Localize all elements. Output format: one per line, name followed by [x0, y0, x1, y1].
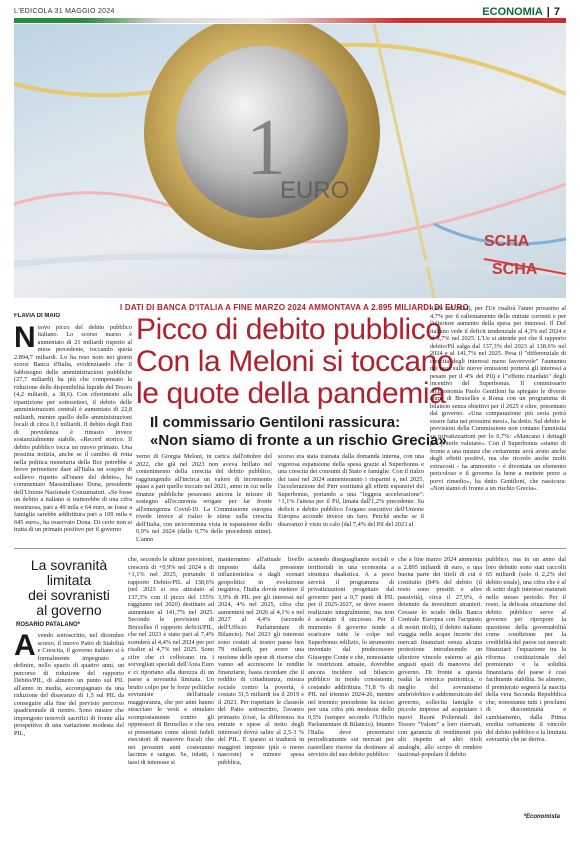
page-number-sep: |: [546, 6, 550, 18]
map-road-3: [374, 24, 434, 298]
sidebar-title-line-2: limitata: [46, 572, 92, 588]
subhead-line-1: Il commissario Gentiloni rassicura:: [150, 414, 401, 431]
section-name: ECONOMIA: [482, 6, 543, 18]
sidebar-column-4: [308, 556, 394, 824]
sidebar-column-5: [398, 556, 482, 824]
headline-line-3: le quote della pandemia: [136, 377, 446, 410]
masthead-date: L'EDICOLA 31 MAGGIO 2024: [14, 8, 115, 15]
article-col2-text: verno di Giorgia Meloni, in carica dall'ottobre del 2022, che già nel 2023 non aveva brillato nel contenimento della crescita del debito pubblico, raggiungendo all'incirca un valore di incremento quasi a pari quello toccato nel 2021, anno in cui nelle finanze pubbliche pesavano ancora le misure di sostegno all'economia erogate per far fronte all'emergenza Covid-19. La Commissione europea rivede invece al rialzo le stime sulla crescita dell'Italia, con un'economia vista in espansione dello 0,9% nel 2024 (dallo 0,7% delle precedenti stime). L'anno: [136, 453, 272, 543]
coin-euro-text: EURO: [280, 177, 350, 204]
flag-gradient-strip: [84, 18, 404, 23]
sidebar-column-6: [486, 556, 566, 812]
page-number: 7: [553, 6, 560, 18]
article-col4-text: 4,4% nel 2024), per l'Ue risalirà l'anno prossimo al 4,7% per il rallentamento delle entrate correnti e per l'ulteriore aumento della spesa per interessi. Il Def italiano vede il deficit tendenziale al 4,3% nel 2024 e al 3,7% nel 2025. L'Ue si attende poi che il rapporto debito/Pil salga dal 137,3% del 2023 al 138,6% nel 2024 e al 141,7% nel 2025. Pesa il "differenziale di crescita degli interessi meno favorevole" l'aumento dei tassi sulle nuove emissioni portersi gli interessi a pesare per il 4% del Pil) e l'"effetto ritardato" degli incentivi del Superbonus. Il commissario all'Economia Paolo Gentiloni ha spiegato le diverse stime di Bruxelles e Roma con un programma di bilancio senza obiettivi per il 2025 e oltre, presentato dal governo. «Una comparazione più seria potrà essere fatta nei prossimi mesi», ha detto. Sul debito le previsioni della Commissione non contano l'amnistia su privatizzazioni per lo 0,7%: «Mancano i dettagli per poterle valutare». Con il Superbonus «siamo di fronte a una misura che certamente avrà avuto anche degli effetti positivi, ma che ricordo anche molti extracosti - ha ammonito - è diventata un elemento pericoloso e il governo fa bene a mettere porre a porvi rimedio», ha detto Gentiloni, che rassicura: «Non siamo di fronte a un rischio Grecia».: [430, 305, 566, 492]
sidebar-dropcap: A: [14, 632, 36, 662]
article-column-3: [278, 453, 424, 545]
map-river: [14, 256, 566, 274]
sidebar-title-line-3: dei sovranisti: [28, 587, 110, 603]
sidebar-col4-text: acuendo diseguaglianze sociali e territoriali in una economia a struttura dualistica. A a poco servirà il programma di privatizzazioni progettato dal governo pari a 0,7 punti di PIL per il 2025-2027, se dove essere realizzato integralmente, ma non è scontato il successo. Per il momento il governo tende a scaricare tutte le colpe sul Superbonus edilizio, lo strumento inventato dal predecessore Giuseppe Conte e che, nonostante le restrizioni attuate, dovrebbe ancora incidere sul bilancio pubblico in modo consistente, costando addirittura 71,8 % di PIL nel triennio 2024-26, mentre nel triennio precedente ha inciso per una cifra più modesta dello 0,5% (sempre secondo l'Ufficio Parlamentare di Bilancio). Intanto l'Italia deve presentarsi periodicamente sui mercati per rastrellare risorse da destinare al servizio del suo debito pubblico: [308, 556, 394, 758]
coin-numeral: 1: [246, 104, 286, 192]
sidebar-signature: *Economista: [523, 814, 560, 820]
map-label-1: SCHA: [484, 233, 530, 250]
sidebar-col3-text: manterranno all'attuale livello imposto dalla pressione inflazionistica e dagli scenari geopolitici in evoluzione negativa, l'Italia dovrà mettere il 3,9% di PIL per gli interessi nel 2024, 4% nel 2025, cifra che aumenterà nel 2026 al 4,1% e nel 2027 al 4,4% (secondo dell'Ufficio Parlamentare di Bilancio). Nel 2023 gli interessi sono costati al nostro paese ben 79 miliardi, per avere una nozione delle spese di risorse che vanno ad accrescere le rendite finanziarie, basta ricordare che il reddito di cittadinanza, misura sociale contro la povertà, è costato 31,5 miliardi tra il 2019 e il 2023. Per rispettare le clausole del Patto sottoscritto, l'avanzo primario (cioè, la differenza tra entrate e spese al netto degli interessi) dovrà salire al 2,5-3 % del PIL. E questo si tradurrà in maggiori imposte (più o meno nascoste) e minore spesa pubblica,: [218, 556, 304, 766]
article-column-4: [430, 305, 566, 545]
sidebar-column-3: [218, 556, 304, 824]
article-byline: FLAVIA DI MAIO: [14, 313, 60, 319]
article-column-1: [14, 313, 132, 545]
sidebar-col2-text: che, secondo le ultime previsioni, crescerà di +0,9% nel 2024 e di +1,1% nel 2025, portando il rapporto Debito/PIL al 138,6% (nel 2023 si era attestato al 137,3% con il picco del 155% raggiunto nel 2020) destinato ad aumentare al 141,7% nel 2025. Secondo le previsioni di Bruxelles il rapporto deficit/PIL, che nel 2023 è stato pari al 7,4% scenderà al 4,4% nel 2024 per poi risalire al 4,7% nel 2025. Sono cifre che ci collocano tra i sorvegliati speciali dell'Area Euro e ci riportano alla durezza di un paese a sovranità limitata. Un brutto colpo per le forze politiche sovraniste dell'attuale maggioranza, che per anni hanno stracciato le vesti e simulato scompostamente contro gli oppressori di Bruxelles e che ora si presentano come silenti fedeli esecutori di manovre fiscali che nei prossimi anni costeranno lacrime e sangue. Se, infatti, i tassi di interesse si: [128, 556, 214, 766]
article-dropcap: N: [14, 320, 36, 354]
headline-line-2: Con la Meloni si toccano: [136, 345, 454, 378]
flag-red-strip: [404, 18, 566, 23]
section-label: [482, 6, 560, 18]
section-divider: [14, 548, 566, 549]
subhead-line-2: «Non siamo di fronte a un rischio Grecia»: [150, 432, 447, 449]
sidebar-column-2: [128, 556, 214, 824]
euro-coin-illustration: [14, 24, 566, 298]
article-col1-text: uovo picco del debito pubblico italiano. Lo scorso marzo è aumentato di 21 miliardi rispetto al mese precedente, toccando quota 2.894,7 miliardi. Lo ha reso noto nei giorni scorsi Banca d'Italia, evidenziando che il fabbisogno delle amministrazioni pubbliche (27,7 miliardi) ha più che compensato la riduzione delle disponibilità liquide del Tesoro (4,2 miliardi, a 38,6). Con riferimento alla ripartizione per sottosettori, il debito delle amministrazioni centrali è aumentato di 22,8 miliardi, mentre quello delle amministrazioni locali di circa 0,1 miliardi. Il debito degli Enti di previdenza è rimasto invece sostanzialmente stabile. «Record storico. Il debito pubblico tocca un nuovo primato. Una pessima notizia, anche se il cambio di rotta nella politica monetaria della Bce potrebbe a breve permettere dare all'Italia un sospiro di sollievo rispetto all'onere del debito», ha commentato Massimiliano Dona, presidente dell'Unione Nazionale Consumatori. «Se fosse un debito a italiano si tratterebbe di una cifra mostruosa, pari a 49 mila e 64 euro, se fosse a famiglia sarebbe addirittura pari a 109 mila e 645 euro», ha osservato Dona. Di certo non si tratta di un primato positivo per il governo: [14, 323, 132, 533]
headline-line-1: Picco di debito pubblico: [136, 313, 442, 346]
sidebar-title-line-4: al governo: [36, 602, 102, 618]
sidebar-col6-text: pubblico, ma in un anno dal loro debutto sono stati raccolti 65 miliardi (solo il 2,2% del debito totale), una cifra che è al di sotto degli interessi maturati nello stesso periodo. Per il resto, la delicata situazione del debito pubblico serve al governo per ripropore la questione della governabilità come condizione per la credibilità del paese sui mercati finanziari: l'equazione tra la riforma costituzionale del premierato e la solidità finanziaria del paese è così facilmente stabilita. Se almeno, il premierato segnerà la nascita della vera Seconda Repubblica che, nonostante tutti i proclami di discontinuità e cambiamento, dalla Prima eredita certamente il vincolo del debito pubblico e la limitata sovranità che ne deriva.: [486, 556, 566, 743]
map-label-2: SCHA: [492, 261, 538, 278]
article-column-2: [136, 453, 272, 545]
sidebar-title: [14, 558, 124, 618]
euro-coin-photo: [14, 24, 566, 298]
article-kicker: I DATI DI BANCA D'ITALIA A FINE MARZO 2024 AMMONTAVA A 2.895 MILIARDI DI EURO: [120, 303, 469, 312]
sidebar-col5-text: che a fine marzo 2024 ammonta a 2.895 miliardi di euro, e una buona parte dei titoli di cui è costituito (84% del debito (il resto sono prestiti e altre passività), circa il 27,9%, è detenuto da investitori stranieri. Cessate lo scudo della Banca Centrale Europea con l'acquisto di nostri titoli), il debito italiano viaggia nelle acque incerte dei mercati finanziari senza alcuna protezione introducendo un ulteriore vincolo esterno ai già angusti spazi di manovra del governo. Di fronte a questa realtà la retorica patriottica, o meglio del sovranismo ambrofobico e addomesticato del governo, sollecita famiglie e piccole imprese ad acquistare i nuovi Buoni Poliennali del Tesoro "Valore" a loro riservati, con garanzia di rendimenti più alti rispetto ad altri titoli analoghi, allo scopo di rendere nazional-popolare il debito: [398, 556, 482, 758]
sidebar-col1-text: vendo sottoscritto, nel dicembre scorso, il nuovo Patto di Stabilità e Crescita, il governo italiano si è formalmente impegnato a definire, nello spazio di quattro anni, un percorso di riduzione del rapporto Debito/PIL, di almeno un punto sul PIL all'anno in media, accompagnato da una riduzione del disavanzo di 1,5 sul PIL da conseguire alla fine del previsto percorso quadriennale di rientro. Sono misure che impongono notevoli sacrifici di fronte alla prospettiva di una variazione modesta del PIL,: [14, 632, 124, 737]
flag-green-strip: [14, 18, 84, 23]
sidebar-title-line-1: La sovranità: [30, 557, 108, 573]
sidebar-column-1: [14, 632, 124, 822]
sidebar-author: ROSARIO PATALANO*: [16, 622, 80, 628]
article-col3-text: scorso era stata trainata dalla domanda interna, con una vigorosa espansione della spesa grazie al Superbonus e una crescita dei consumi di Stato e famiglie. Con il rialzo dei tassi nel 2024 aumenteranno i risparmi e, nel 2025, l'accelerazione del Pnrr sostituirà gli effetti espansivi del Superbonus, portando a una "leggera accelerazione": +1,1% l'attesa per il Pil, limata dall'1,2% precedente. Su deficit e debito pubblico l'organo esecutivo dell'Unione Europea accende invece un faro. Perché anche se il disavanzo è visto in calo (dal 7,4% del Pil del 2023 al: [278, 453, 424, 528]
